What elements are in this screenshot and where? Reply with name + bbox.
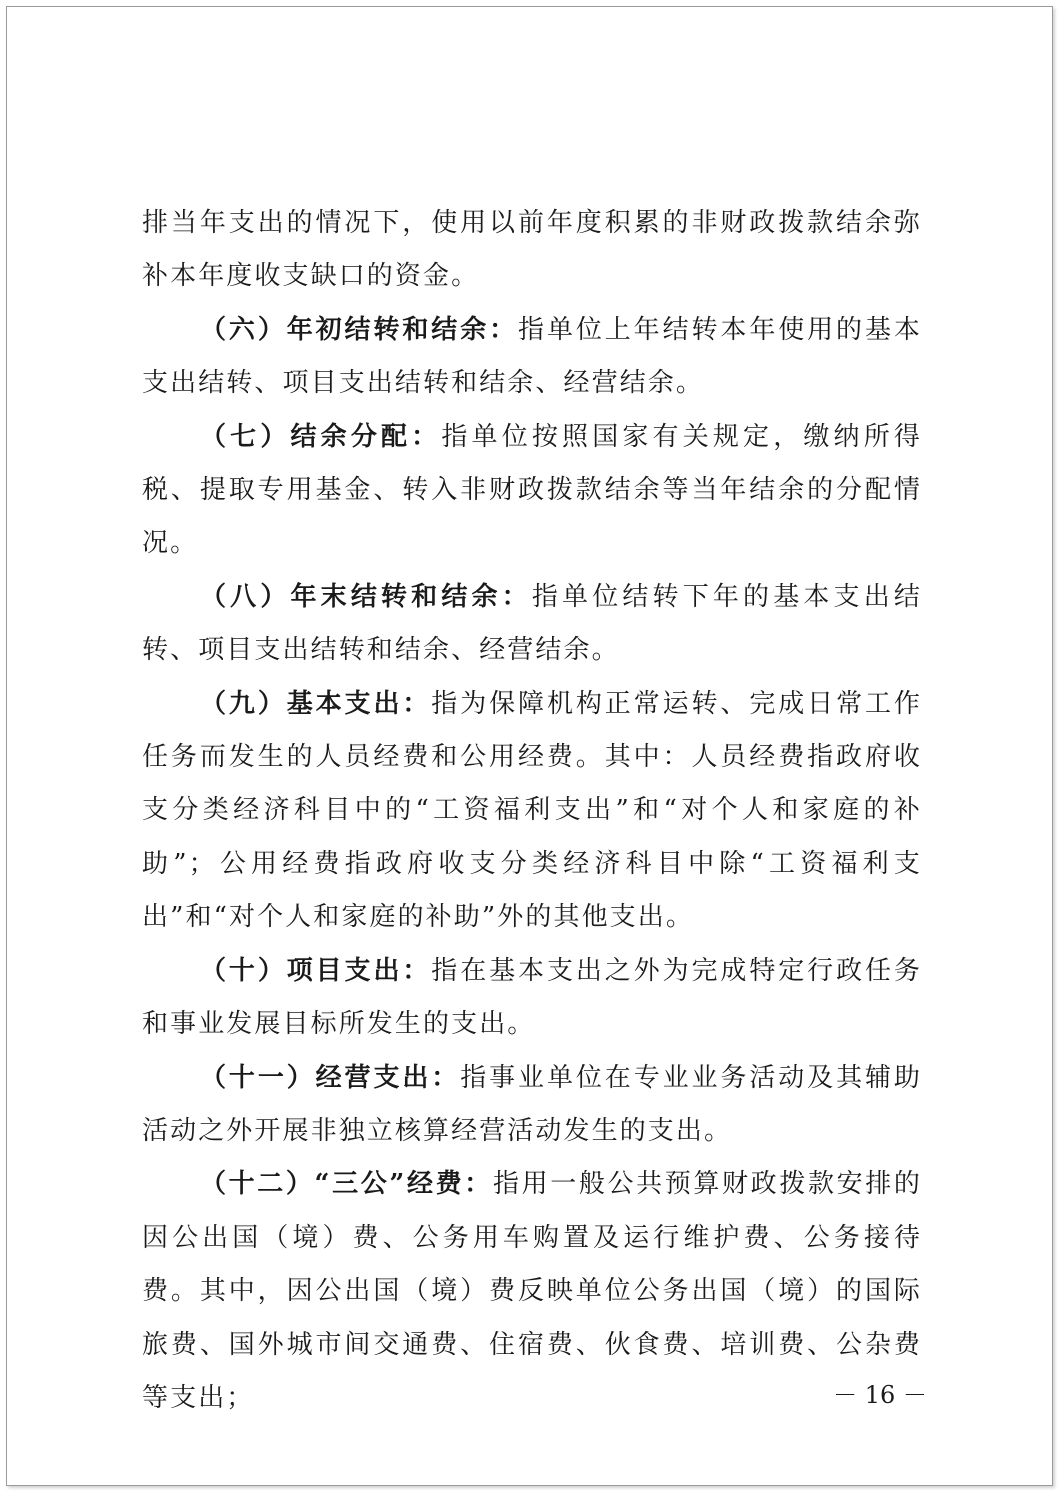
- paragraph-text: 指单位上年结转本年使用的基本支出结转、项目支出结转和结余、经营结余。: [142, 314, 922, 399]
- paragraph-term: （十二）“三公”经费：: [200, 1169, 493, 1200]
- paragraph-item-10: [142, 945, 922, 1052]
- paragraph-text: 指用一般公共预算财政拨款安排的因公出国（境）费、公务用车购置及运行维护费、公务接待费。其中，因公出国（境）费反映单位公务出国（境）的国际旅费、国外城市间交通费、住宿费、伙食费、培训费、公杂费等支出；: [142, 1169, 922, 1413]
- paragraph-text: 指在基本支出之外为完成特定行政任务和事业发展目标所发生的支出。: [142, 955, 922, 1040]
- paragraph-continuation: [142, 197, 922, 304]
- paragraph-item-9: [142, 678, 922, 945]
- paragraph-item-11: [142, 1052, 922, 1159]
- paragraph-item-8: [142, 571, 922, 678]
- paragraph-term: （八）年末结转和结余：: [200, 581, 532, 612]
- paragraph-item-7: [142, 411, 922, 571]
- page-number: － 16 －: [833, 1381, 927, 1409]
- paragraph-term: （七）结余分配：: [200, 421, 442, 452]
- paragraph-text: 指事业单位在专业业务活动及其辅助活动之外开展非独立核算经营活动发生的支出。: [142, 1062, 922, 1146]
- document-body: [142, 197, 922, 1425]
- paragraph-text: 指单位按照国家有关规定，缴纳所得税、提取专用基金、转入非财政拨款结余等当年结余的分配情况。: [142, 421, 922, 559]
- paragraph-text: 排当年支出的情况下，使用以前年度积累的非财政拨款结余弥补本年度收支缺口的资金。: [142, 208, 922, 292]
- paragraph-term: （六）年初结转和结余：: [200, 314, 519, 345]
- paragraph-text: 指为保障机构正常运转、完成日常工作任务而发生的人员经费和公用经费。其中：人员经费指政府收支分类经济科目中的“工资福利支出”和“对个人和家庭的补助”；公用经费指政府收支分类经济科目中除“工资福利支出”和“对个人和家庭的补助”外的其他支出。: [142, 688, 922, 933]
- paragraph-term: （九）基本支出：: [200, 688, 432, 719]
- paragraph-item-12: [142, 1158, 922, 1425]
- paragraph-item-6: [142, 304, 922, 411]
- paragraph-text: 指单位结转下年的基本支出结转、项目支出结转和结余、经营结余。: [142, 581, 922, 666]
- paragraph-term: （十）项目支出：: [200, 955, 432, 986]
- paragraph-term: （十一）经营支出：: [200, 1062, 461, 1093]
